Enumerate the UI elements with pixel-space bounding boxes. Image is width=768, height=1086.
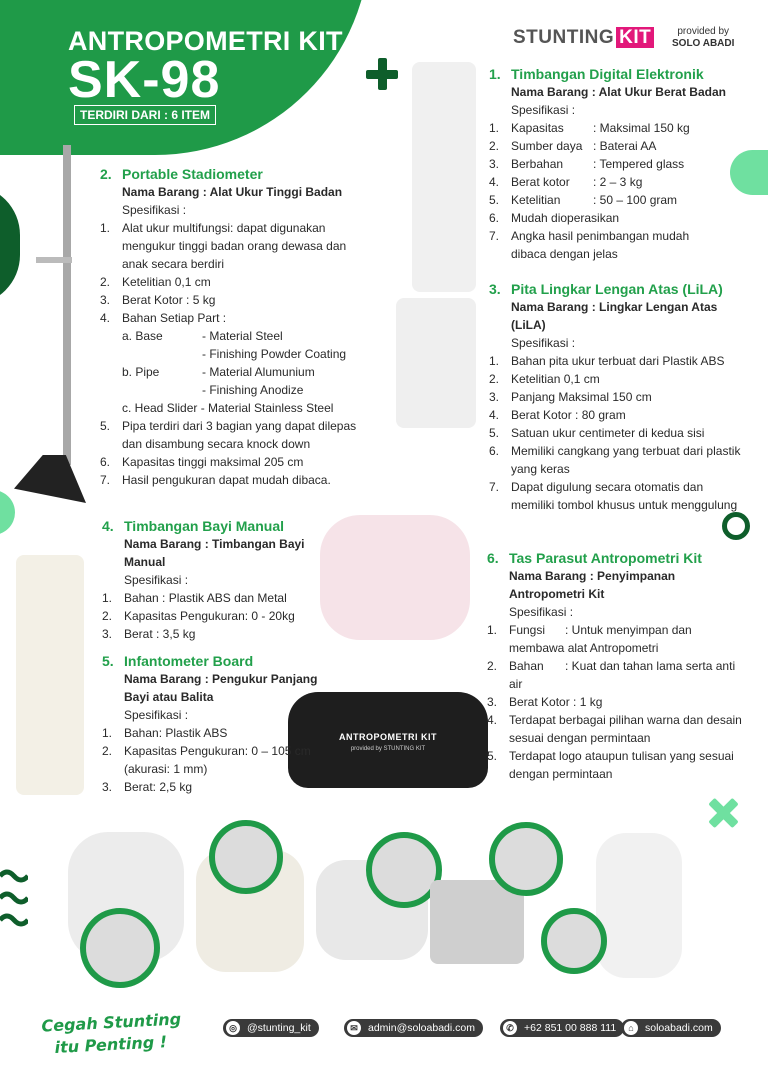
section-stadiometer: 2. Portable Stadiometer Nama Barang : Alat Ukur Tinggi Badan Spesifikasi : 1. Alat ukur multifungsi: dapat digunakan mengukur tinggi badan orang dewasa dan anak secara berdiri 2. Ketelitian 0,1 cm 3. Berat Kotor : 5 kg 4. Bahan Setiap Part : a. Base - Material Steel - Finishing Powder Coating b. Pipe - Material Alumunium - Finishing Anodize c. Head Slider - Material Stainless Steel 5. Pipa terdiri dari 3 bagian yang dapat dilepas dan disambung secara knock down 6. Kapasitas tinggi maksimal 205 cm 7. Hasil pengukuran dapat mudah dibaca.	[100, 166, 357, 487]
plus-icon	[366, 58, 398, 90]
provider-label: provided by SOLO ABADI	[672, 26, 735, 49]
item-count-badge: TERDIRI DARI : 6 ITEM	[74, 105, 216, 125]
wave-icon	[0, 868, 28, 930]
instagram-icon: ◎	[226, 1021, 240, 1035]
mail-icon: ✉	[347, 1021, 361, 1035]
slogan: Cegah Stunting itu Penting !	[40, 1009, 182, 1058]
gallery-circle-scale	[489, 822, 563, 896]
model-number: SK-98	[68, 51, 221, 109]
child-on-scale-image	[412, 62, 476, 292]
cross-icon	[708, 798, 738, 828]
section-bag: 6. Tas Parasut Antropometri Kit Nama Barang : Penyimpanan Antropometri Kit Spesifikasi : 1. Fungsi : Untuk menyimpan dan membawa alat Antropometri 2. Bahan : Kuat dan tahan lama serta anti air 3. Berat Kotor : 1 kg 4. Terdapat berbagai pilihan warna dan desain sesuai dengan permintaan 5. Terdapat logo ataupun tulisan yang sesuai dengan permintaan	[487, 550, 742, 781]
home-icon: ⌂	[624, 1021, 638, 1035]
whatsapp-icon: ✆	[503, 1021, 517, 1035]
baby-scale-image	[320, 515, 470, 640]
section-infantometer: 5. Infantometer Board Nama Barang : Pengukur Panjang Bayi atau Balita Spesifikasi : 1. Bahan: Plastik ABS 2. Kapasitas Pengukuran: 0 – 105 cm (akurasi: 1 mm) 3. Berat: 2,5 kg	[102, 653, 318, 794]
left-deco-blob-small	[0, 490, 15, 535]
page-title: ANTROPOMETRI KIT	[68, 26, 343, 56]
ring-icon	[722, 512, 750, 540]
website-link[interactable]: ⌂ soloabadi.com	[621, 1019, 721, 1037]
stadiometer-image	[14, 145, 89, 505]
section-lila: 3. Pita Lingkar Lengan Atas (LiLA) Nama Barang : Lingkar Lengan Atas (LiLA) Spesifikasi : 1. Bahan pita ukur terbuat dari Plastik ABS 2. Ketelitian 0,1 cm 3. Panjang Maksimal 150 cm 4. Berat Kotor : 80 gram 5. Satuan ukur centimeter di kedua sisi 6. Memiliki cangkang yang terbuat dari plastik yang keras 7. Dapat digulung secara otomatis dan memiliki tombol khusus untuk menggulung	[489, 281, 741, 512]
gallery-circle-infant	[209, 820, 283, 894]
bag-label: ANTROPOMETRI KIT	[339, 732, 437, 742]
gallery-circle-stadio	[541, 908, 607, 974]
infantometer-image	[16, 555, 84, 795]
lila-measure-image	[396, 298, 476, 428]
brand-logo: STUNTING KIT	[513, 27, 654, 49]
whatsapp-link[interactable]: ✆ +62 851 00 888 111	[500, 1019, 624, 1037]
gallery-stadiometer	[596, 833, 682, 978]
email-link[interactable]: ✉ admin@soloabadi.com	[344, 1019, 483, 1037]
bag-sub-label: provided by STUNTING KIT	[350, 746, 426, 752]
section-baby-scale: 4. Timbangan Bayi Manual Nama Barang : Timbangan Bayi Manual Spesifikasi : 1. Bahan : Plastik ABS dan Metal 2. Kapasitas Pengukuran: 0 - 20kg 3. Berat : 3,5 kg	[102, 518, 305, 641]
gallery-circle-baby	[80, 908, 160, 988]
instagram-link[interactable]: ◎ @stunting_kit	[223, 1019, 319, 1037]
section-digital-scale: 1. Timbangan Digital Elektronik Nama Barang : Alat Ukur Berat Badan Spesifikasi : 1. Kapasitas : Maksimal 150 kg 2. Sumber daya : Baterai AA 3. Berbahan : Tempered glass 4. Berat kotor : 2 – 3 kg 5. Ketelitian : 50 – 100 gram 6. Mudah dioperasikan 7. Angka hasil penimbangan mudah dibaca dengan jelas	[489, 66, 726, 261]
